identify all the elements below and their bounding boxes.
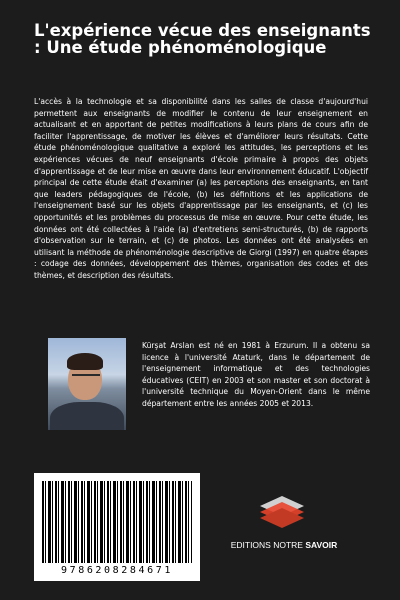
author-photo-glasses (72, 374, 100, 383)
author-photo-body (50, 402, 124, 430)
author-photo (48, 338, 126, 430)
book-title: L'expérience vécue des enseignants : Une étude phénoménologique (34, 21, 371, 57)
publisher-name-part1: EDITIONS NOTRE (230, 540, 306, 550)
author-bio: Kürşat Arslan est né en 1981 à Erzurum. Il a obtenu sa licence à l'université Ataturk, dans le département de l'enseignement informatique et des technologies éducatives (CEIT) en 2003 et son master et son doctorat à l'université technique du Moyen-Orient dans le même département entre les années 2005 et 2013. (142, 341, 370, 408)
isbn-number: 9786208284671 (60, 565, 174, 576)
publisher-name (226, 540, 342, 550)
book-summary: L'accès à la technologie et sa disponibilité dans les salles de classe d'aujourd'hui permettent aux enseignants de modifier le contenu de leur enseignement en actualisant et en apportant de petites modifications à leurs plans de cours afin de faciliter l'apprentissage, de motiver les élèves et d'améliorer leurs résultats. Cette étude phénoménologique qualitative a exploré les attitudes, les perceptions et les expériences vécues de neuf enseignants d'école primaire à propos des objets d'apprentissage et de leur mise en œuvre dans leur environnement éducatif. L'objectif principal de cette étude était d'examiner (a) les perceptions des enseignants, en tant que leaders pédagogiques de l'école, (b) les définitions et les applications de l'enseignement basé sur les objets d'apprentissage par les enseignants, et (c) les opportunités et les problèmes du processus de mise en œuvre. Pour cette étude, les données ont été collectées à l'aide (a) d'entretiens semi-structurés, (b) de rapports d'observation sur le terrain, et (c) de photos. Les données ont été analysées en utilisant la méthode de phénoménologie descriptive de Giorgi (1997) en quatre étapes : codage des données, développement des thèmes, organisation des codes et des thèmes, et description des résultats. (34, 97, 368, 280)
author-photo-hair (67, 353, 103, 370)
publisher-name-part2: SAVOIR (305, 540, 338, 550)
publisher-logo-icon (254, 492, 310, 532)
barcode-bars (42, 481, 192, 563)
isbn-barcode (34, 473, 200, 581)
